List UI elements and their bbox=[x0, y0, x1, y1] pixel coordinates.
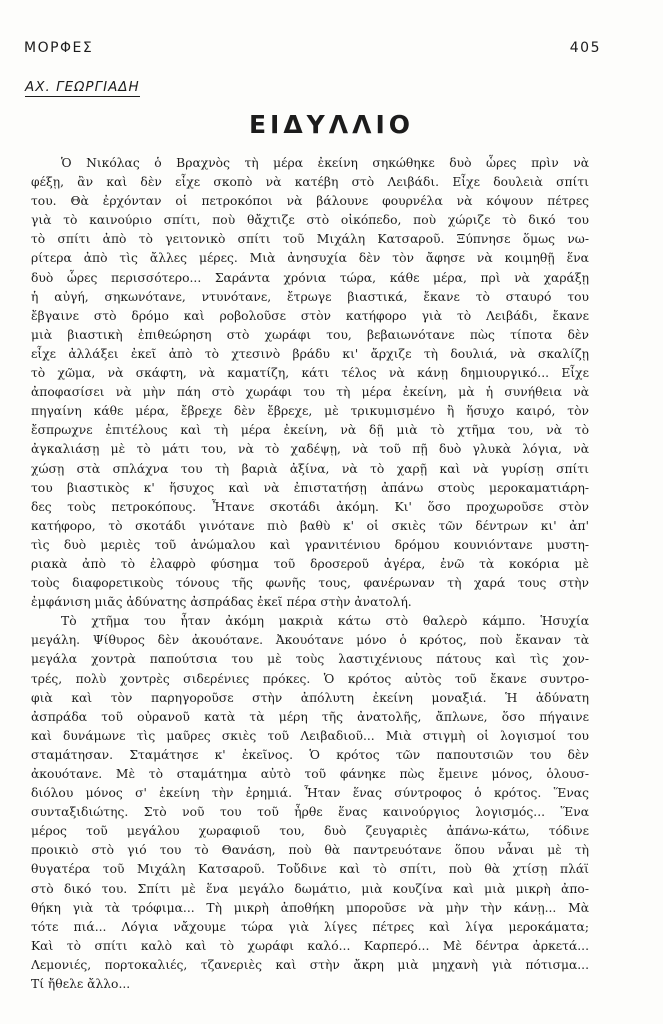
journal-name: ΜΟΡΦΕΣ bbox=[24, 40, 94, 56]
text-line: μιὰ βιαστικὴ ἐπιθεώρηση στὸ χωράφι του, βεβαιωνότανε πὼς τίποτα δὲν bbox=[31, 327, 589, 342]
text-line: σταμάτησαν. Σταμάτησε κ' ἐκεῖνος. Ὁ κρότος τῶν παπουτσιῶν του δὲν bbox=[31, 747, 589, 762]
text-line: καὶ δυνάμωνε τὶς μαῦρες σκιὲς τοῦ Λειβαδιοῦ... Μιὰ στιγμὴ οἱ λογισμοί του bbox=[31, 728, 589, 743]
text-line: εἶχε ἀλλάξει ἐκεῖ ἀπὸ τὸ χτεσινὸ βράδυ κι' ἄρχιζε τὴ δουλιά, νὰ σκαλίζῃ bbox=[31, 346, 589, 361]
article-body bbox=[31, 154, 589, 994]
text-line: φιὰ καὶ τὸν παρηγοροῦσε στὴν ἀπόλυτη ἐκείνη μοναξιά. Ἡ ἀδύνατη bbox=[31, 690, 589, 705]
text-line: ἀκουότανε. Μὲ τὸ σταμάτημα αὐτὸ τοῦ φάνηκε πὼς ἔμεινε μόνος, ὁλουσ- bbox=[31, 767, 589, 781]
text-line: διόλου μόνος σ' ἐκείνη τὴν ἐρημιά. Ἦταν ἕνας σύντροφος ὁ κρότος. Ἕνας bbox=[31, 786, 589, 801]
text-line: συνταξιδιώτης. Στὸ νοῦ του τοῦ ἦρθε ἕνας καινούργιος λογισμός... Ἕνα bbox=[31, 805, 589, 820]
text-line: φέξῃ, ἂν καὶ δὲν εἶχε σκοπὸ νὰ κατέβη στὸ Λειβάδι. Εἶχε δουλειὰ σπίτι bbox=[31, 175, 589, 190]
text-line: τρές, πολὺ χοντρὲς σιδερένιες πρόκες. Ὁ κρότος αὐτὸς τοῦ ἔκανε συντρο- bbox=[31, 671, 589, 686]
text-line: μεγάλα χοντρὰ παπούτσια του μὲ τοὺς λαστιχένιους πάτους καὶ τὶς χον- bbox=[31, 652, 589, 667]
author-name: ΑΧ. ΓΕΩΡΓΙΑΔΗ bbox=[25, 79, 140, 95]
text-line: προικιὸ στὸ γιό του τὸ Θανάση, ποὺ θὰ παντρευότανε ὅπου νἆναι μὲ τὴ bbox=[31, 843, 589, 858]
text-line: κατήφορο, τὸ σκοτάδι γινότανε πιὸ βαθὺ κ' οἱ σκιὲς τῶν δέντρων κι' ἀπ' bbox=[31, 518, 589, 533]
text-line: τοὺς διαφορετικοὺς τόνους τῆς φωνῆς τους, φανέρωναν τὴ χαρά τους στὴν bbox=[31, 576, 589, 591]
text-line: ἡ αὐγή, σηκωνότανε, ντυνότανε, ἔτρωγε βιαστικά, ἔκανε τὸ σταυρό του bbox=[31, 289, 589, 304]
paragraph bbox=[31, 612, 589, 994]
text-line: δυὸ ὧρες περισσότερο... Σαράντα χρόνια τώρα, κάθε μέρα, πρὶ νὰ χαράξῃ bbox=[31, 270, 589, 285]
running-head bbox=[24, 40, 601, 60]
text-line: στὸ δικό του. Σπίτι μὲ ἕνα μεγάλο δωμάτιο, μιὰ κουζίνα καὶ μιὰ μικρὴ ἀπο- bbox=[31, 881, 589, 896]
text-line: μέρος τοῦ μεγάλου χωραφιοῦ του, δυὸ ζευγαριὲς ἀπάνω-κάτω, τόδινε bbox=[31, 824, 589, 839]
text-line: πηγαίνη κάθε μέρα, ἔβρεχε δὲν ἔβρεχε, μὲ τρικυμισμένο ἢ ἥσυχο καιρό, τὸν bbox=[31, 404, 589, 419]
text-line: γιὰ τὸ καινούριο σπίτι, ποὺ θἄχτιζε στὸ οἰκόπεδο, ποὺ χώριζε τὸ δικό του bbox=[31, 213, 589, 228]
text-line: ἀποφασίσει νὰ μὴν πάη στὸ χωράφι του τὴ μέρα ἐκείνη, μὰ ἡ συνήθεια νὰ bbox=[31, 385, 589, 400]
text-line: ρίτερα ἀπὸ τὶς ἄλλες μέρες. Μιὰ ἀνησυχία δὲν τὸν ἄφησε νὰ κοιμηθῇ ἕνα bbox=[31, 251, 589, 266]
text-line: ἔβγαινε στὸ δρόμο καὶ ροβολοῦσε στὸν κατήφορο γιὰ τὸ Λειβάδι, ἔκανε bbox=[31, 308, 589, 323]
text-line: Λεμονιές, πορτοκαλιές, τζανεριὲς καὶ στὴν ἄκρη μιὰ μηχανὴ γιὰ πότισμα... bbox=[31, 957, 589, 972]
text-line: τὶς δυὸ μεριὲς τοῦ ἀνώμαλου καὶ γρανιτένιου δρόμου κουνιόντανε μυστη- bbox=[31, 537, 589, 552]
paragraph bbox=[31, 154, 589, 612]
text-line: τότε πιά... Λόγια νἄχουμε τώρα γιὰ λίγες πέτρες καὶ λίγα μεροκάματα; bbox=[31, 919, 589, 934]
text-line: Τί ἤθελε ἄλλο... bbox=[31, 977, 131, 992]
text-line: Τὸ χτῆμα του ἦταν ἀκόμη μακριὰ κάτω στὸ θαλερὸ κάμπο. Ἡσυχία bbox=[61, 614, 589, 629]
text-line: του βιαστικὸς κ' ἥσυχος καὶ νὰ ἐπιστατήσῃ ἀπάνω στοὺς μεροκαματιάρη- bbox=[31, 480, 589, 495]
text-line: ἐμφάνιση μιᾶς ἀδύνατης ἀσπράδας ἐκεῖ πέρα στὴν ἀνατολή. bbox=[31, 595, 412, 610]
text-line: δες τοὺς πετροκόπους. Ἦτανε σκοτάδι ἀκόμη. Κι' ὅσο προχωροῦσε στὸν bbox=[31, 499, 589, 514]
text-line: μεγάλη. Ψίθυρος δὲν ἀκουότανε. Ἀκουότανε μόνο ὁ κρότος, ποὺ ἔκαναν τὰ bbox=[31, 633, 589, 648]
text-line: του. Θὰ ἐρχόνταν οἱ πετροκόποι νὰ βάλουνε φουρνέλα νὰ κόψουν πέτρες bbox=[31, 194, 589, 209]
article-title: ΕΙΔΥΛΛΙΟ bbox=[248, 110, 415, 139]
text-line: Ὁ Νικόλας ὁ Βραχνὸς τὴ μέρα ἐκείνη σηκώθηκε δυὸ ὧρες πρὶν νὰ bbox=[61, 156, 589, 170]
text-line: ἀγκαλιάσῃ μὲ τὸ μάτι του, νὰ τὸ χαδέψῃ, νὰ τοῦ πῇ δυὸ γλυκὰ λόγια, νὰ bbox=[31, 442, 589, 457]
text-line: τὸ χῶμα, νὰ σκάφτη, νὰ καματίζη, κάτι τέλος νὰ κάνῃ δημιουργικό... Εἶχε bbox=[31, 366, 589, 381]
page-number: 405 bbox=[569, 40, 601, 56]
text-line: ἔσπρωχνε ἐπιτέλους καὶ τὴ μέρα ἐκείνη, νὰ δῇ μιὰ τὸ χτῆμα του, νὰ τὸ bbox=[31, 423, 589, 438]
text-line: ριακὰ ἀπὸ τὸ ἐλαφρὸ φύσημα τοῦ δροσεροῦ ἀγέρα, ἐνῶ τὰ κοκόρια μὲ bbox=[31, 556, 589, 571]
text-line: τὸ σπίτι ἀπὸ τὸ γειτονικὸ σπίτι τοῦ Μιχάλη Κατσαροῦ. Ξύπνησε ὅμως νω- bbox=[31, 232, 589, 247]
text-line: Καὶ τὸ σπίτι καλὸ καὶ τὸ χωράφι καλό... Καρπερό... Μὲ δέντρα ἀρκετά... bbox=[31, 938, 589, 953]
text-line: χώσῃ στὰ σπλάχνα του τὴ βαριὰ ἀξίνα, νὰ τὸ χαρῇ καὶ νὰ γυρίσῃ σπίτι bbox=[31, 461, 589, 476]
text-line: ἀσπράδα τοῦ οὐρανοῦ κατὰ τὰ μέρη τῆς ἀνατολῆς, ἄπλωνε, ὅσο πήγαινε bbox=[31, 709, 589, 724]
text-line: θυγατέρα τοῦ Μιχάλη Κατσαροῦ. Τοὔδινε καὶ τὸ σπίτι, ποὺ θὰ χτίσῃ πλάϊ bbox=[31, 862, 589, 877]
text-line: θήκη γιὰ τὰ τρόφιμα... Τὴ μικρὴ ἀποθήκη μποροῦσε νὰ μὴν τὴν κάνῃ... Μὰ bbox=[31, 900, 589, 915]
